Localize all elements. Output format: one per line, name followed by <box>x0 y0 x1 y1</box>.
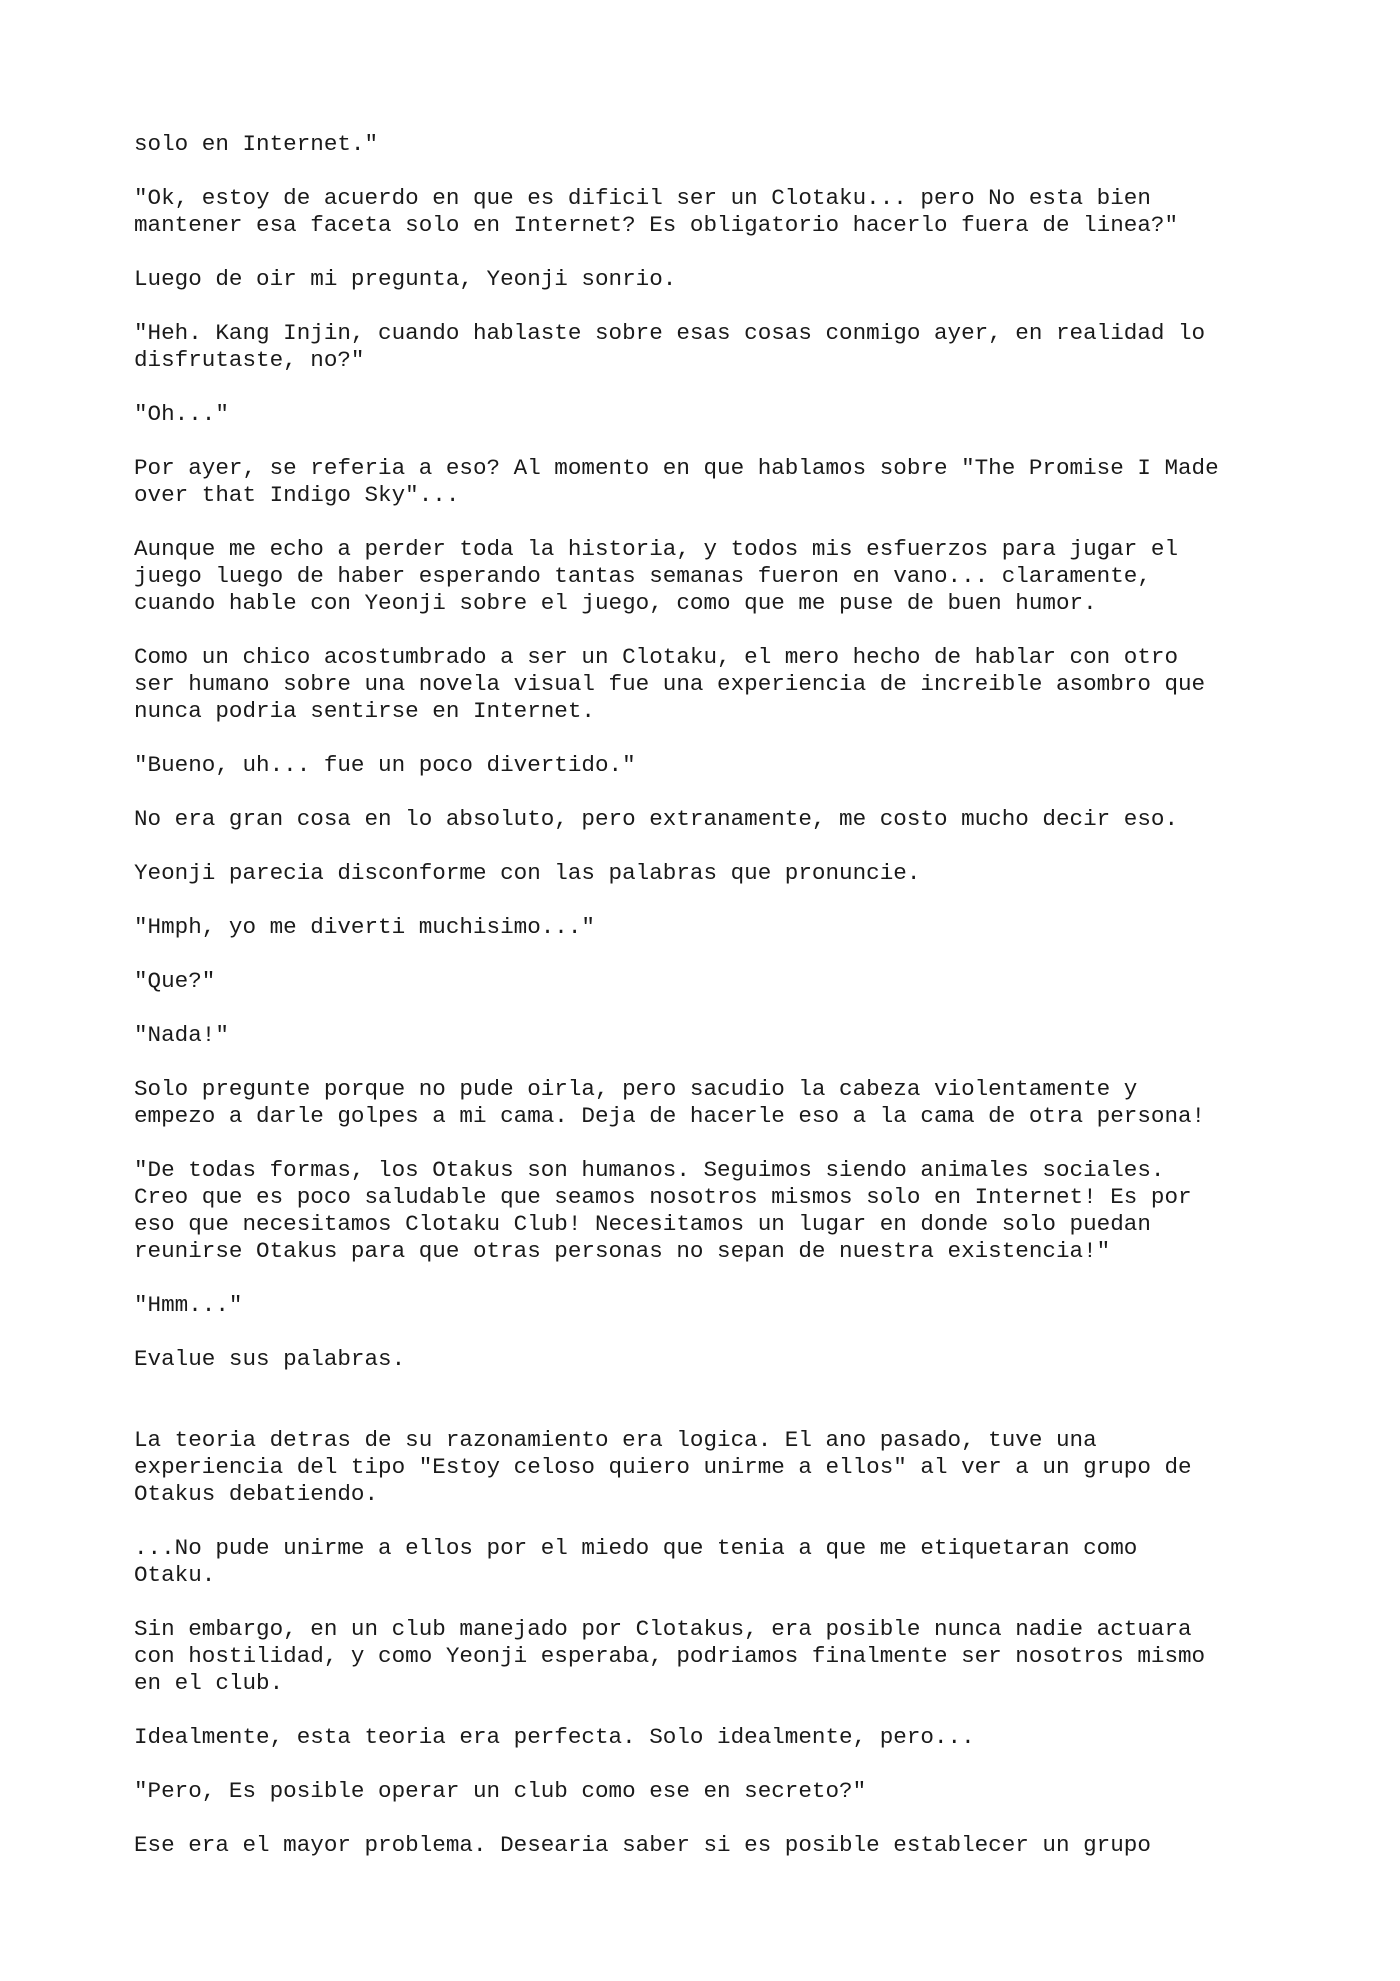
paragraph: "Nada!" <box>134 1022 229 1048</box>
paragraph: Idealmente, esta teoria era perfecta. Solo idealmente, pero... <box>134 1724 975 1750</box>
paragraph: ...No pude unirme a ellos por el miedo que tenia a que me etiquetaran como Otaku. <box>134 1535 1138 1588</box>
paragraph: Solo pregunte porque no pude oirla, pero sacudio la cabeza violentamente y empezo a darle golpes a mi cama. Deja de hacerle eso a la cama de otra persona! <box>134 1076 1206 1129</box>
paragraph: Sin embargo, en un club manejado por Clotakus, era posible nunca nadie actuara con hostilidad, y como Yeonji esperaba, podriamos finalmente ser nosotros mismo en el club. <box>134 1616 1206 1696</box>
paragraph: "De todas formas, los Otakus son humanos. Seguimos siendo animales sociales. Creo que es poco saludable que seamos nosotros mismos solo en Internet! Es por eso que necesitamos Clotaku Club! Necesitamos un lugar en donde solo puedan reunirse Otakus para que otras personas no sepan de nuestra existencia!" <box>134 1157 1192 1264</box>
paragraph: Como un chico acostumbrado a ser un Clotaku, el mero hecho de hablar con otro ser humano sobre una novela visual fue una experiencia de increible asombro que nunca podria sentirse en Internet. <box>134 644 1206 724</box>
paragraph: "Hmm..." <box>134 1292 243 1318</box>
paragraph: "Que?" <box>134 968 216 994</box>
paragraph: solo en Internet." <box>134 131 379 157</box>
paragraph: Ese era el mayor problema. Desearia saber si es posible establecer un grupo <box>134 1832 1151 1858</box>
paragraph: "Pero, Es posible operar un club como ese en secreto?" <box>134 1778 867 1804</box>
paragraph: "Heh. Kang Injin, cuando hablaste sobre esas cosas conmigo ayer, en realidad lo disfrutaste, no?" <box>134 320 1206 373</box>
paragraph: No era gran cosa en lo absoluto, pero extranamente, me costo mucho decir eso. <box>134 806 1179 832</box>
paragraph: La teoria detras de su razonamiento era logica. El ano pasado, tuve una experiencia del tipo "Estoy celoso quiero unirme a ellos" al ver a un grupo de Otakus debatiendo. <box>134 1427 1192 1507</box>
paragraph: Luego de oir mi pregunta, Yeonji sonrio. <box>134 266 677 292</box>
paragraph: "Bueno, uh... fue un poco divertido." <box>134 752 636 778</box>
document-text-body <box>134 131 1314 1886</box>
paragraph: "Oh..." <box>134 401 229 427</box>
paragraph: Evalue sus palabras. <box>134 1346 406 1372</box>
paragraph: Yeonji parecia disconforme con las palabras que pronuncie. <box>134 860 921 886</box>
paragraph: Por ayer, se referia a eso? Al momento en que hablamos sobre "The Promise I Made over that Indigo Sky"... <box>134 455 1219 508</box>
paragraph: "Ok, estoy de acuerdo en que es dificil ser un Clotaku... pero No esta bien mantener esa faceta solo en Internet? Es obligatorio hacerlo fuera de linea?" <box>134 185 1179 238</box>
paragraph: Aunque me echo a perder toda la historia, y todos mis esfuerzos para jugar el juego luego de haber esperando tantas semanas fueron en vano... claramente, cuando hable con Yeonji sobre el juego, como que me puse de buen humor. <box>134 536 1179 616</box>
paragraph: "Hmph, yo me diverti muchisimo..." <box>134 914 595 940</box>
